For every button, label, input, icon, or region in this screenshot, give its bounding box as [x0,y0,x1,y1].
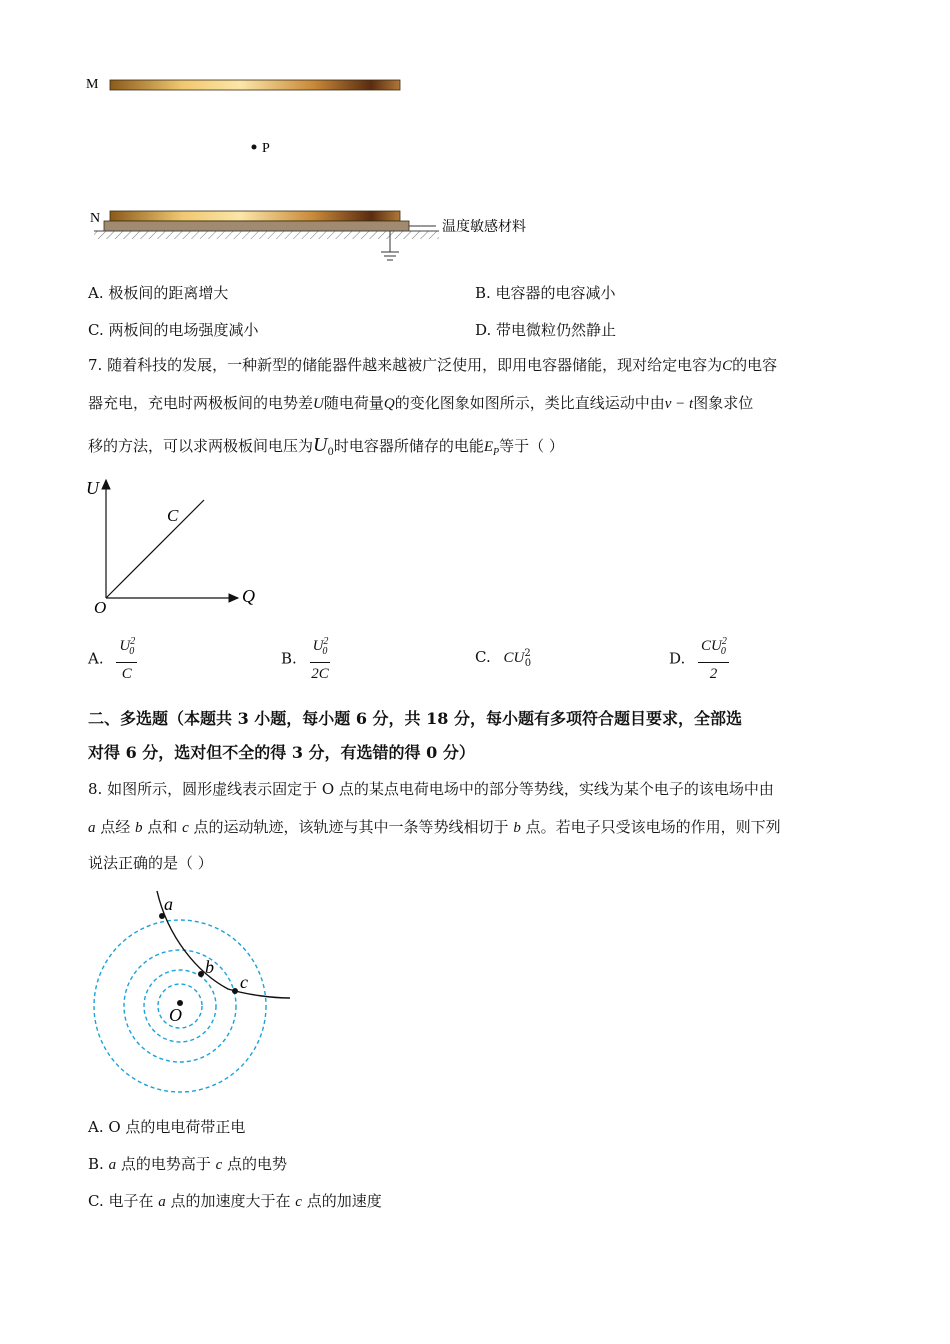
temperature-material [104,221,409,231]
plate-n-label: N [90,211,101,226]
q7-option-c[interactable]: C. $CU^2_0$ [475,648,532,669]
point-b-dot [198,971,204,977]
q6-option-d[interactable]: D. 带电微粒仍然静止 [475,321,617,339]
q7-option-a[interactable]: A. $\frac{U^2_0}{C}$ [88,632,137,685]
q8-line3: 说法正确的是（ ） [88,854,213,872]
q8-option-b[interactable]: B. a 点的电势高于 c 点的电势 [88,1155,288,1173]
equipotential-figure [88,888,298,1098]
line-label: C [167,506,179,525]
q8-line2: a 点经 b 点和 c 点的运动轨迹，该轨迹与其中一条等势线相切于 b 点。若电子只受该电场的作用，则下列 [88,818,781,836]
q6-option-b[interactable]: B. 电容器的电容减小 [475,284,616,302]
point-p-label: P [262,141,270,156]
q8-option-c[interactable]: C. 电子在 a 点的加速度大于在 c 点的加速度 [88,1192,382,1210]
plate-m-label: M [86,77,99,92]
u-axis-label: U [86,478,99,498]
section2-heading-line2: 对得 6 分，选对但不全的得 3 分，有选错的得 0 分） [88,743,475,762]
origin-label: O [94,598,107,617]
ground-icon [381,252,399,260]
q8-line1: 8. 如图所示，圆形虚线表示固定于 O 点的某点电荷电场中的部分等势线，实线为某个电子的该电场中由 [88,780,774,798]
point-c-dot [232,988,238,994]
q7-line1: 7. 随着科技的发展，一种新型的储能器件越来越被广泛使用，即用电容器储能，现对给定电容为C的电容 [88,356,778,374]
plate-n [110,211,400,221]
q7-line2: 器充电，充电时两极板间的电势差U随电荷量Q的变化图象如图所示，类比直线运动中由v − t图象求位 [88,394,754,412]
q7-option-d[interactable]: D. $\frac{CU^2_0}{2}$ [669,632,729,685]
q6-option-c[interactable]: C. 两板间的电场强度减小 [88,321,259,339]
electron-trajectory [157,891,290,998]
label-c: c [240,972,248,992]
label-o: O [169,1005,182,1025]
section2-heading-line1: 二、多选题（本题共 3 小题，每小题 6 分，共 18 分，每小题有多项符合题目要求，全部选 [88,709,742,728]
q7-line3: 移的方法，可以求两极板间电压为$U_0$时电容器所储存的电能$E_P$等于（ ） [88,434,564,458]
q8-option-a[interactable]: A. O 点的电电荷带正电 [88,1118,246,1136]
q6-option-a[interactable]: A. 极板间的距离增大 [88,284,229,302]
plate-m [110,80,400,90]
material-label: 温度敏感材料 [442,219,526,235]
ground-surface [94,231,439,239]
uq-graph [80,470,280,620]
label-a: a [164,894,173,914]
point-p-dot [252,145,257,150]
q-axis-label: Q [242,586,255,606]
capacitor-figure [80,70,560,270]
label-b: b [205,957,214,977]
capacitor-line [106,500,204,598]
q7-option-b[interactable]: B. $\frac{U^2_0}{2C}$ [281,632,330,685]
